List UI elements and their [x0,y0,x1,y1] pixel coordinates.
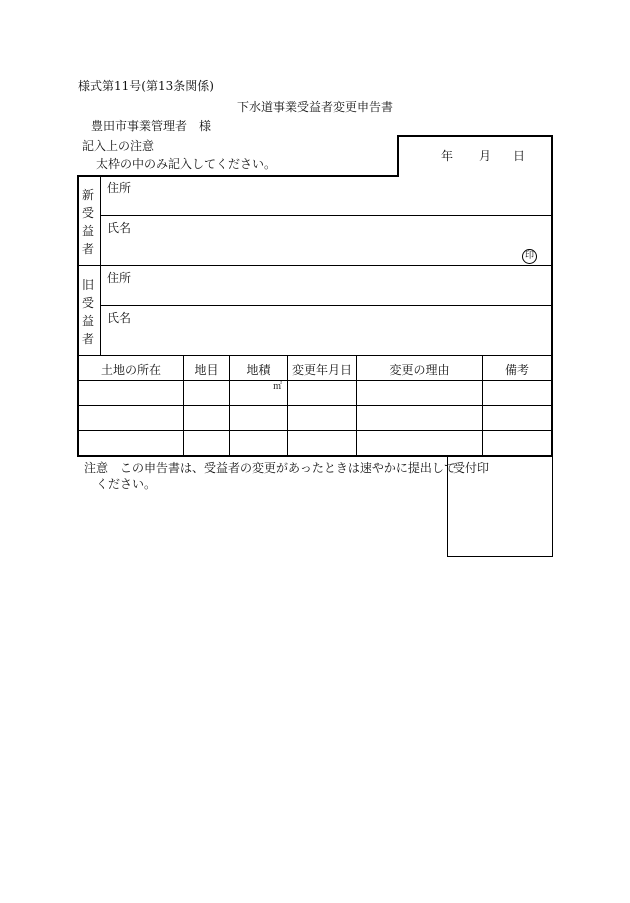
table-cell[interactable] [230,431,287,455]
table-cell[interactable] [357,431,482,455]
table-cell[interactable] [184,381,229,405]
old-name-field[interactable] [101,324,551,354]
table-cell[interactable] [80,431,183,455]
date-year-label: 年 [441,149,454,163]
page-title: 下水道事業受益者変更申告書 [236,100,393,114]
table-cell[interactable] [483,406,551,430]
date-day-label: 日 [513,149,526,163]
table-cell[interactable] [357,381,482,405]
note-line-1: この申告書は、受益者の変更があったときは速やかに提出して [120,461,456,475]
table-cell[interactable] [288,406,356,430]
column-header-change-reason: 変更の理由 [389,363,450,377]
table-cell[interactable] [357,406,482,430]
form-number: 様式第11号(第13条関係) [78,79,214,93]
new-beneficiary-label: 新 受 益 者 [81,188,94,256]
old-beneficiary-label: 旧 受 益 者 [81,278,94,346]
column-header-area: 地積 [246,363,271,377]
old-address-field[interactable] [101,284,551,304]
table-cell[interactable] [288,431,356,455]
table-cell[interactable] [230,406,287,430]
table-cell[interactable] [288,381,356,405]
new-name-field[interactable] [101,234,519,264]
old-name-label: 氏名 [107,311,132,325]
column-header-remarks: 備考 [504,363,529,377]
old-address-label: 住所 [107,271,132,285]
table-cell[interactable] [483,431,551,455]
beneficiary-section-divider [79,265,552,266]
new-name-label: 氏名 [107,221,132,235]
seal-mark: 印 [522,249,537,264]
table-cell[interactable] [80,381,183,405]
table-cell[interactable] [230,381,272,405]
table-cell[interactable] [483,381,551,405]
instructions-text: 太枠の中のみ記入してください。 [96,157,277,171]
column-header-change-date: 変更年月日 [291,363,352,377]
table-cell[interactable] [80,406,183,430]
receipt-stamp-box [447,457,553,557]
table-cell[interactable] [184,406,229,430]
addressee: 豊田市事業管理者 様 [91,119,212,133]
column-header-land-category: 地目 [194,363,219,377]
column-header-location: 土地の所在 [100,363,161,377]
new-address-label: 住所 [107,181,132,195]
table-cell[interactable] [184,431,229,455]
note-line-2: ください。 [96,477,157,491]
instructions-heading: 記入上の注意 [82,139,155,153]
new-address-field[interactable] [101,193,551,214]
receipt-stamp-label: 受付印 [453,461,490,475]
note-prefix: 注意 [84,461,109,475]
date-month-label: 月 [479,149,492,163]
area-unit-label: ㎡ [273,382,283,392]
